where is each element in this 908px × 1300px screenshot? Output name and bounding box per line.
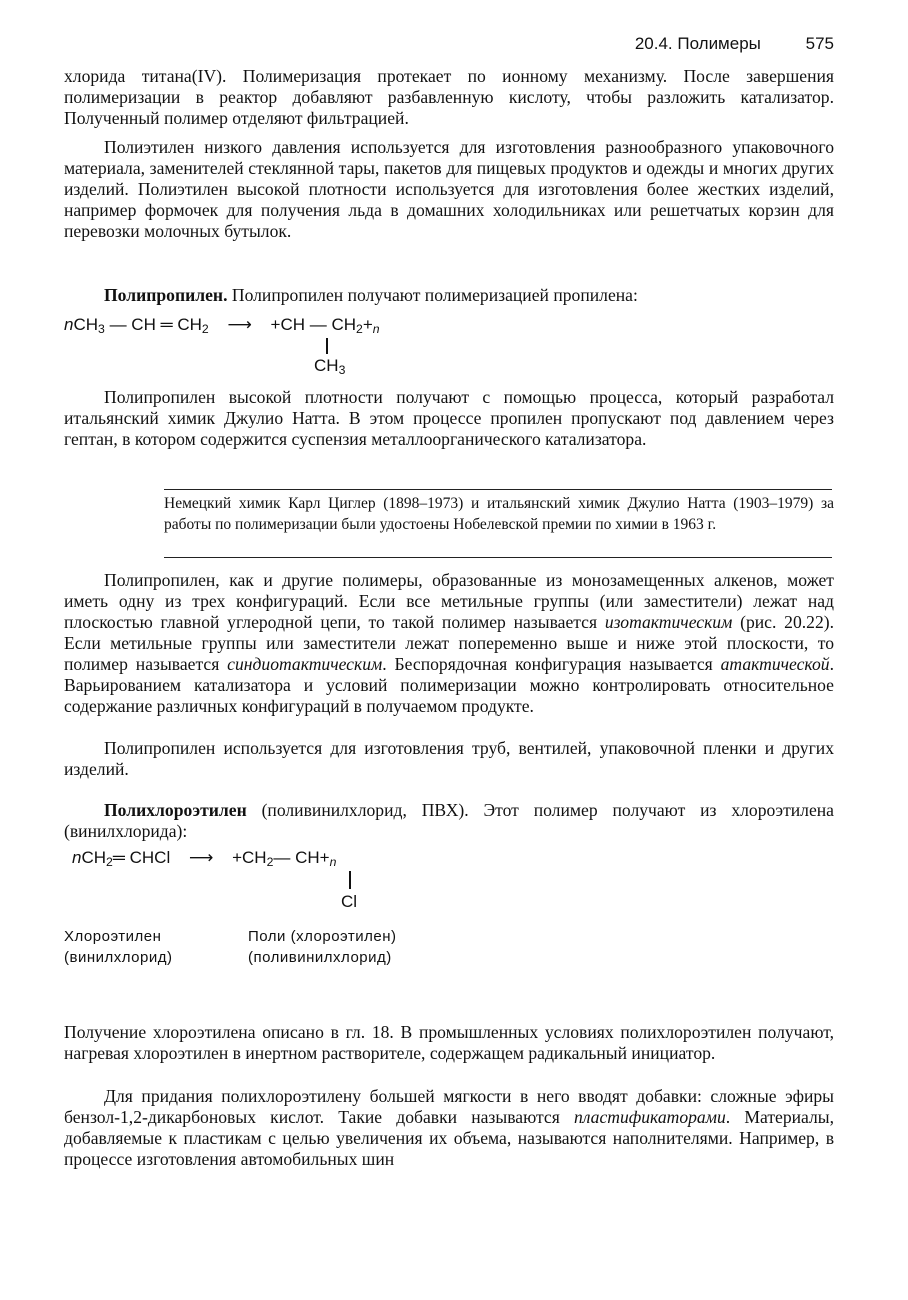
footnote-rule-bottom <box>164 557 832 558</box>
paragraph-polyethylene-uses: Полиэтилен низкого давления используется для изготовления разнообразного упаковочного материала, заменителей стеклянной тары, пакетов для пищевых продуктов и одежды и многих других изделий. Полиэтилен высокой плотности используется для изготовления более жестких изделий, например формочек для получения льда в домашних холодильниках или решетчатых корзин для перевозки молочных бутылок. <box>64 137 834 241</box>
caption-polymer: Поли (хлороэтилен) (поливинилхлорид) <box>248 928 397 966</box>
page-number: 575 <box>805 34 834 53</box>
pvc-heading: Полихлороэтилен <box>104 800 247 820</box>
nobel-note: Немецкий химик Карл Циглер (1898–1973) и итальянский химик Джулио Натта (1903–1979) за работы по полимеризации были удостоены Нобелевской премии по химии в 1963 г. <box>164 495 834 533</box>
pvc-intro-text: (поливинилхлорид, ПВХ). Этот полимер получают из хлороэтилена (винилхлорида): <box>64 800 834 841</box>
term-plasticizers: пластификаторами <box>573 1107 726 1127</box>
paragraph-plasticizers: Для придания полихлороэтилену большей мягкости в него вводят добавки: сложные эфиры бензол-1,2-дикарбоновых кислот. Такие добавки называются пластификаторами. Материалы, добавляемые к пластикам с целью увеличения их объема, называются наполнителями. Например, в процессе изготовления автомобильных шин <box>64 1086 835 1169</box>
paragraph-natta-process: Полипропилен высокой плотности получают с помощью процесса, который разработал итальянский химик Джулио Натта. В этом процессе пропилен пропускают под давлением через гептан, в котором содержится суспензия металлоорганического катализатора. <box>64 387 834 449</box>
term-atactic: атактической <box>720 654 830 674</box>
polypropylene-intro-text: Полипропилен получают полимеризацией пропилена: <box>227 285 638 305</box>
paragraph-titanium: хлорида титана(IV). Полимеризация протекает по ионному механизму. После завершения полимеризации в реактор добавляют разбавленную кислоту, чтобы разложить катализатор. Полученный полимер отделяют фильтрацией. <box>64 66 834 128</box>
term-isotactic: изотактическим <box>604 612 733 632</box>
bond-line <box>349 871 351 889</box>
equation-pvc: nCH$_2$═ CHCl ⟶ $+CH_2—$ $CH+_n$ <box>72 848 337 870</box>
reaction-arrow: ⟶ <box>188 848 214 867</box>
equation-polypropylene: nCH$_3$ — CH ═ $CH_2$ ⟶ +CH — $CH_2+_n$ <box>64 315 380 337</box>
caption-monomer: Хлороэтилен (винилхлорид) <box>64 928 173 966</box>
pvc-intro <box>64 800 834 842</box>
paragraph-pvc-production: Получение хлороэтилена описано в гл. 18. В промышленных условиях полихлороэтилен получают, нагревая хлороэтилен в инертном растворителе, содержащем радикальный инициатор. <box>64 1022 834 1063</box>
term-syndiotactic: синдиотактическим <box>227 654 383 674</box>
methyl-substituent: $CH_3$ <box>314 356 346 378</box>
paragraph-configurations: Полипропилен, как и другие полимеры, образованные из монозамещенных алкенов, может иметь одну из трех конфигураций. Если все метильные группы (или заместители) лежат над плоскостью главной углеродной цепи, то такой полимер называется изотактическим (рис. 20.22). Если метильные группы или заместители лежат попеременно выше и ниже этой плоскости, то полимер называется синдиотактическим. Беспорядочная конфигурация называется атактической. Варьированием катализатора и условий полимеризации можно контролировать относительное содержание различных конфигураций в получаемом продукте. <box>64 570 834 716</box>
chlorine-substituent: Cl <box>341 892 358 911</box>
paragraph-polypropylene-uses: Полипропилен используется для изготовления труб, вентилей, упаковочной пленки и других изделий. <box>64 738 834 779</box>
footnote-rule-top <box>164 489 832 490</box>
section-title: 20.4. Полимеры <box>634 34 761 53</box>
bond-line <box>326 338 328 354</box>
polypropylene-intro <box>64 285 834 306</box>
polypropylene-heading: Полипропилен. <box>104 285 228 305</box>
reaction-arrow: ⟶ <box>227 315 252 334</box>
running-header <box>635 34 834 54</box>
